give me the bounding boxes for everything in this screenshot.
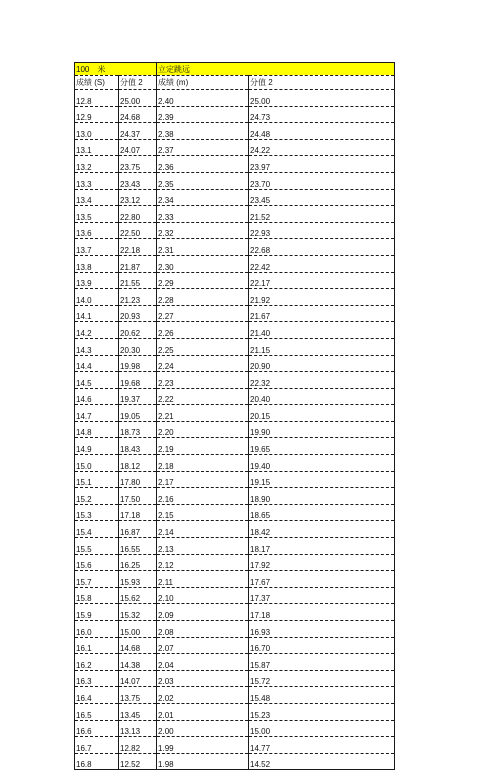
cell-100m-points: 23.43 — [119, 172, 157, 189]
cell-jump-points: 14.52 — [249, 753, 395, 770]
cell-jump-distance: 2.23 — [157, 372, 249, 389]
cell-100m-time: 16.2 — [75, 654, 119, 671]
cell-jump-points: 21.67 — [249, 305, 395, 322]
cell-100m-time: 13.7 — [75, 239, 119, 256]
table-row — [75, 554, 395, 571]
cell-jump-points: 17.92 — [249, 554, 395, 571]
cell-100m-points: 23.12 — [119, 189, 157, 206]
header-score-m: 成绩 (m) — [157, 76, 249, 90]
cell-jump-distance: 2.15 — [157, 504, 249, 521]
cell-100m-time: 15.8 — [75, 587, 119, 604]
table-row — [75, 106, 395, 123]
cell-100m-points: 18.43 — [119, 438, 157, 455]
cell-jump-points: 20.40 — [249, 388, 395, 405]
table-row — [75, 471, 395, 488]
cell-jump-distance: 2.10 — [157, 587, 249, 604]
cell-jump-points: 21.40 — [249, 322, 395, 339]
cell-100m-points: 24.37 — [119, 123, 157, 140]
cell-100m-points: 13.13 — [119, 720, 157, 737]
cell-jump-points: 17.18 — [249, 604, 395, 621]
cell-100m-time: 14.2 — [75, 322, 119, 339]
cell-100m-time: 15.7 — [75, 571, 119, 588]
table-row — [75, 488, 395, 505]
cell-jump-distance: 2.29 — [157, 272, 249, 289]
cell-jump-points: 23.70 — [249, 172, 395, 189]
cell-jump-distance: 2.33 — [157, 206, 249, 223]
cell-100m-points: 22.18 — [119, 239, 157, 256]
cell-100m-time: 15.1 — [75, 471, 119, 488]
cell-100m-time: 15.2 — [75, 488, 119, 505]
cell-jump-distance: 2.01 — [157, 703, 249, 720]
table-row — [75, 421, 395, 438]
cell-100m-points: 18.73 — [119, 421, 157, 438]
cell-jump-points: 20.90 — [249, 355, 395, 372]
cell-100m-points: 21.23 — [119, 289, 157, 306]
cell-jump-points: 23.45 — [249, 189, 395, 206]
cell-jump-distance: 2.27 — [157, 305, 249, 322]
cell-jump-distance: 2.17 — [157, 471, 249, 488]
cell-jump-distance: 2.18 — [157, 455, 249, 472]
cell-jump-points: 23.97 — [249, 156, 395, 173]
cell-100m-points: 13.45 — [119, 703, 157, 720]
cell-100m-time: 14.4 — [75, 355, 119, 372]
cell-jump-distance: 1.99 — [157, 737, 249, 754]
cell-jump-points: 24.73 — [249, 106, 395, 123]
table-row — [75, 637, 395, 654]
table-row — [75, 571, 395, 588]
cell-jump-points: 22.93 — [249, 222, 395, 239]
cell-jump-distance: 2.36 — [157, 156, 249, 173]
cell-jump-distance: 2.39 — [157, 106, 249, 123]
table-row — [75, 372, 395, 389]
cell-100m-time: 13.1 — [75, 139, 119, 156]
cell-jump-points: 24.48 — [249, 123, 395, 140]
cell-jump-points: 24.22 — [249, 139, 395, 156]
cell-jump-distance: 2.20 — [157, 421, 249, 438]
cell-100m-points: 15.93 — [119, 571, 157, 588]
cell-jump-points: 18.42 — [249, 521, 395, 538]
title-standing-long-jump: 立定跳远 — [157, 63, 395, 76]
cell-100m-time: 16.8 — [75, 753, 119, 770]
cell-100m-time: 16.1 — [75, 637, 119, 654]
header-points-100m: 分值 2 — [119, 76, 157, 90]
cell-100m-time: 13.0 — [75, 123, 119, 140]
cell-jump-points: 17.67 — [249, 571, 395, 588]
table-row — [75, 405, 395, 422]
table-row — [75, 90, 395, 107]
cell-100m-time: 15.5 — [75, 538, 119, 555]
cell-100m-time: 14.9 — [75, 438, 119, 455]
cell-100m-time: 13.9 — [75, 272, 119, 289]
cell-jump-distance: 2.00 — [157, 720, 249, 737]
cell-jump-points: 15.87 — [249, 654, 395, 671]
cell-100m-points: 19.98 — [119, 355, 157, 372]
cell-100m-time: 14.7 — [75, 405, 119, 422]
cell-100m-points: 22.50 — [119, 222, 157, 239]
cell-jump-distance: 2.26 — [157, 322, 249, 339]
cell-100m-points: 19.05 — [119, 405, 157, 422]
cell-jump-distance: 2.35 — [157, 172, 249, 189]
table-row — [75, 206, 395, 223]
cell-jump-distance: 2.19 — [157, 438, 249, 455]
cell-jump-distance: 2.16 — [157, 488, 249, 505]
table-row — [75, 289, 395, 306]
cell-jump-distance: 2.22 — [157, 388, 249, 405]
cell-100m-time: 13.2 — [75, 156, 119, 173]
cell-jump-distance: 2.32 — [157, 222, 249, 239]
score-table-sheet — [74, 62, 394, 770]
cell-jump-distance: 2.31 — [157, 239, 249, 256]
cell-jump-distance: 2.04 — [157, 654, 249, 671]
cell-jump-points: 15.00 — [249, 720, 395, 737]
cell-100m-points: 12.52 — [119, 753, 157, 770]
header-points-jump: 分值 2 — [249, 76, 395, 90]
cell-100m-points: 19.37 — [119, 388, 157, 405]
cell-100m-points: 20.30 — [119, 338, 157, 355]
table-row — [75, 621, 395, 638]
cell-100m-points: 21.55 — [119, 272, 157, 289]
cell-jump-distance: 2.11 — [157, 571, 249, 588]
cell-jump-distance: 2.40 — [157, 90, 249, 107]
cell-100m-time: 15.4 — [75, 521, 119, 538]
cell-100m-points: 17.80 — [119, 471, 157, 488]
table-row — [75, 521, 395, 538]
cell-100m-time: 13.5 — [75, 206, 119, 223]
cell-100m-time: 16.0 — [75, 621, 119, 638]
table-row — [75, 222, 395, 239]
cell-jump-points: 18.65 — [249, 504, 395, 521]
cell-jump-points: 19.15 — [249, 471, 395, 488]
cell-jump-distance: 2.09 — [157, 604, 249, 621]
cell-jump-distance: 2.13 — [157, 538, 249, 555]
table-row — [75, 703, 395, 720]
cell-jump-points: 22.42 — [249, 255, 395, 272]
table-row — [75, 239, 395, 256]
cell-100m-time: 14.5 — [75, 372, 119, 389]
cell-100m-time: 15.9 — [75, 604, 119, 621]
cell-jump-points: 14.77 — [249, 737, 395, 754]
table-row — [75, 687, 395, 704]
cell-jump-distance: 2.14 — [157, 521, 249, 538]
cell-jump-points: 15.23 — [249, 703, 395, 720]
cell-100m-time: 13.4 — [75, 189, 119, 206]
cell-jump-points: 16.70 — [249, 637, 395, 654]
cell-100m-points: 20.93 — [119, 305, 157, 322]
table-row — [75, 388, 395, 405]
table-row — [75, 670, 395, 687]
cell-jump-distance: 2.25 — [157, 338, 249, 355]
table-row — [75, 587, 395, 604]
table-row — [75, 753, 395, 770]
cell-100m-points: 17.18 — [119, 504, 157, 521]
table-row — [75, 305, 395, 322]
cell-100m-time: 14.3 — [75, 338, 119, 355]
cell-jump-distance: 2.24 — [157, 355, 249, 372]
cell-jump-distance: 2.12 — [157, 554, 249, 571]
table-row — [75, 604, 395, 621]
cell-100m-points: 25.00 — [119, 90, 157, 107]
cell-jump-points: 16.93 — [249, 621, 395, 638]
cell-100m-time: 16.7 — [75, 737, 119, 754]
table-row — [75, 255, 395, 272]
table-row — [75, 720, 395, 737]
table-row — [75, 123, 395, 140]
cell-jump-points: 15.48 — [249, 687, 395, 704]
cell-jump-points: 15.72 — [249, 670, 395, 687]
header-row — [75, 76, 395, 90]
table-row — [75, 455, 395, 472]
cell-100m-time: 16.5 — [75, 703, 119, 720]
cell-100m-points: 18.12 — [119, 455, 157, 472]
cell-jump-points: 22.32 — [249, 372, 395, 389]
table-row — [75, 504, 395, 521]
cell-jump-distance: 2.21 — [157, 405, 249, 422]
cell-100m-points: 24.07 — [119, 139, 157, 156]
cell-100m-points: 16.25 — [119, 554, 157, 571]
table-row — [75, 156, 395, 173]
cell-100m-points: 15.00 — [119, 621, 157, 638]
cell-100m-points: 16.55 — [119, 538, 157, 555]
cell-jump-points: 19.90 — [249, 421, 395, 438]
cell-100m-points: 14.38 — [119, 654, 157, 671]
cell-100m-time: 13.6 — [75, 222, 119, 239]
cell-100m-time: 16.6 — [75, 720, 119, 737]
cell-100m-time: 15.0 — [75, 455, 119, 472]
title-row — [75, 63, 395, 76]
cell-100m-time: 14.6 — [75, 388, 119, 405]
cell-100m-time: 12.8 — [75, 90, 119, 107]
cell-100m-points: 21.87 — [119, 255, 157, 272]
cell-100m-time: 16.3 — [75, 670, 119, 687]
table-row — [75, 139, 395, 156]
table-row — [75, 438, 395, 455]
table-row — [75, 737, 395, 754]
cell-jump-points: 21.52 — [249, 206, 395, 223]
cell-100m-time: 14.1 — [75, 305, 119, 322]
cell-jump-points: 21.92 — [249, 289, 395, 306]
cell-100m-time: 15.3 — [75, 504, 119, 521]
cell-jump-distance: 2.38 — [157, 123, 249, 140]
table-row — [75, 654, 395, 671]
cell-jump-points: 19.65 — [249, 438, 395, 455]
cell-jump-distance: 2.08 — [157, 621, 249, 638]
cell-jump-distance: 2.28 — [157, 289, 249, 306]
cell-100m-time: 13.8 — [75, 255, 119, 272]
title-100m: 100 米 — [75, 63, 157, 76]
table-row — [75, 355, 395, 372]
cell-100m-points: 14.07 — [119, 670, 157, 687]
cell-jump-points: 22.68 — [249, 239, 395, 256]
cell-100m-time: 15.6 — [75, 554, 119, 571]
table-row — [75, 322, 395, 339]
cell-jump-distance: 2.03 — [157, 670, 249, 687]
cell-100m-points: 13.75 — [119, 687, 157, 704]
cell-100m-time: 14.0 — [75, 289, 119, 306]
cell-jump-points: 22.17 — [249, 272, 395, 289]
cell-100m-points: 16.87 — [119, 521, 157, 538]
cell-jump-distance: 2.07 — [157, 637, 249, 654]
cell-jump-distance: 2.30 — [157, 255, 249, 272]
cell-jump-points: 21.15 — [249, 338, 395, 355]
cell-100m-time: 12.9 — [75, 106, 119, 123]
cell-100m-points: 24.68 — [119, 106, 157, 123]
cell-jump-points: 20.15 — [249, 405, 395, 422]
cell-jump-points: 19.40 — [249, 455, 395, 472]
cell-100m-points: 14.68 — [119, 637, 157, 654]
cell-100m-points: 15.32 — [119, 604, 157, 621]
cell-jump-points: 17.37 — [249, 587, 395, 604]
cell-100m-points: 12.82 — [119, 737, 157, 754]
cell-100m-time: 13.3 — [75, 172, 119, 189]
cell-100m-points: 23.75 — [119, 156, 157, 173]
cell-100m-points: 19.68 — [119, 372, 157, 389]
cell-jump-distance: 2.34 — [157, 189, 249, 206]
table-row — [75, 538, 395, 555]
cell-jump-points: 25.00 — [249, 90, 395, 107]
cell-jump-distance: 2.37 — [157, 139, 249, 156]
header-score-s: 成绩 (S) — [75, 76, 119, 90]
table-row — [75, 172, 395, 189]
cell-100m-points: 20.62 — [119, 322, 157, 339]
cell-100m-points: 17.50 — [119, 488, 157, 505]
cell-100m-points: 15.62 — [119, 587, 157, 604]
table-row — [75, 338, 395, 355]
cell-100m-time: 14.8 — [75, 421, 119, 438]
cell-jump-distance: 2.02 — [157, 687, 249, 704]
table-row — [75, 272, 395, 289]
cell-jump-points: 18.17 — [249, 538, 395, 555]
cell-100m-time: 16.4 — [75, 687, 119, 704]
score-table — [74, 62, 395, 770]
cell-jump-points: 18.90 — [249, 488, 395, 505]
cell-100m-points: 22.80 — [119, 206, 157, 223]
cell-jump-distance: 1.98 — [157, 753, 249, 770]
table-row — [75, 189, 395, 206]
